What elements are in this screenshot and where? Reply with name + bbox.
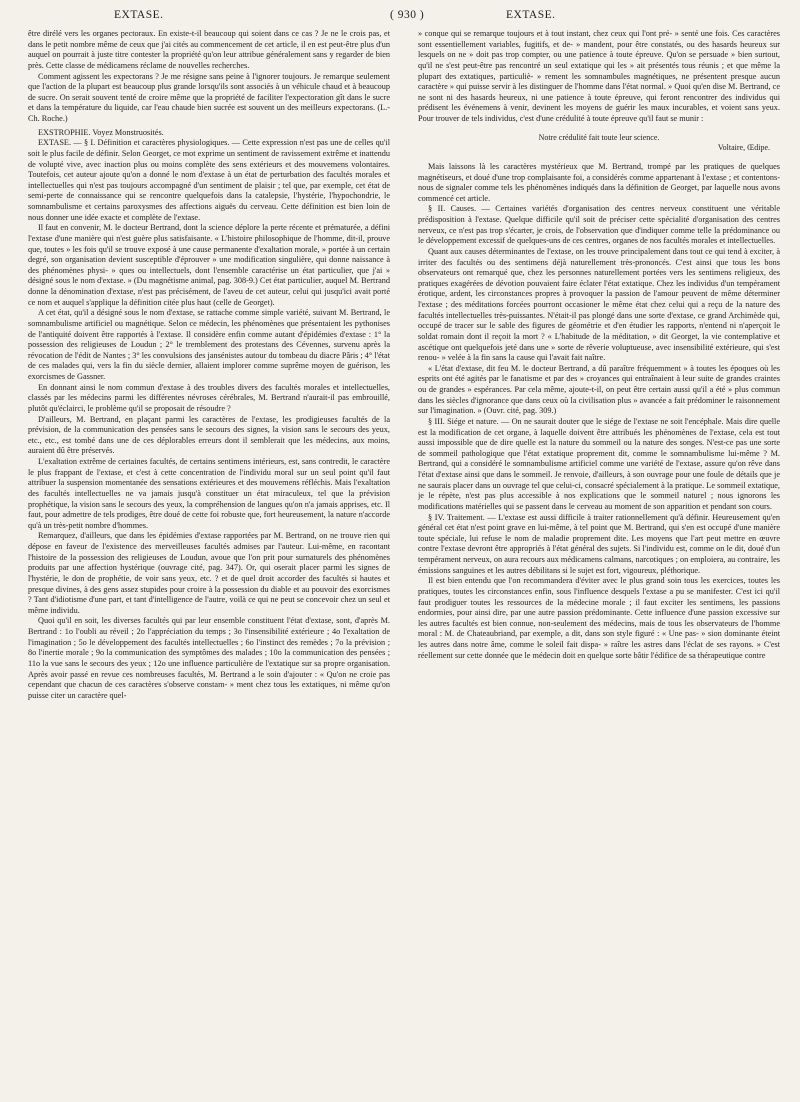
running-header: [28, 9, 780, 23]
paragraph: Il faut en convenir, M. le docteur Bertrand, dont la science déplore la perte récente et prématurée, a défini l'extase d'une manière qui n'est guère plus satisfaisante. « L'histoire philosophique de l'homme, dit-il, prouve que, toutes » les fois qu'il se trouve exposé à une cause permanente d'exaltation morale, » portée à un certain degré, son organisation devient susceptible d'éprouver » une modification singulière, qui donne naissance à des phénomènes physi- » ques ou intellectuels, dont l'ensemble caractérise un état particulier, que j'ai » désigné sous le nom d'extase. » (Du magnétisme animal, pag. 308-9.) Cet état particulier, auquel M. Bertrand donne la dénomination d'extase, n'est pas précisément, de l'aveu de cet auteur, celui qui jusqu'ici avait porté ce nom et auquel s'applique la définition citée plus haut (celle de Georget).: [28, 223, 390, 307]
paragraph: Comment agissent les expectorans ? Je me résigne sans peine à l'ignorer toujours. Je remarque seulement que l'action de la plupart est beaucoup plus grande lorsqu'ils sont associés à un véhicule chaud et à beaucoup de sucre. On serait souvent tenté de croire même que la propriété de faciliter l'expectoration gît dans le sucre et dans la température du liquide, car l'eau chaude bien sucrée est souvent un des meilleurs expectorans. (L.-Ch. Roche.): [28, 71, 390, 123]
paragraph: En donnant ainsi le nom commun d'extase à des troubles divers des facultés morales et intellectuelles, classés par les médecins parmi les différentes névroses cérébrales, M. Bertrand n'aurait-il pas embrouillé, plutôt qu'éclairci, le problème qu'il se proposait de résoudre ?: [28, 382, 390, 413]
paragraph: « L'état d'extase, dit feu M. le docteur Bertrand, a dû paraître fréquemment » à toutes les époques où les esprits ont été agités par le fanatisme et par des » croyances qui entraînaient à leur suite de grandes craintes ou de grandes » espérances. Par cela même, ajoute-t-il, on peut être certain aussi qu'il a été » plus commun dans les siècles d'ignorance que dans ceux où la civilisation plus » avancée a fait prédominer le raisonnement sur l'imagination. » (Ouvr. cité, pag. 309.): [418, 363, 780, 416]
article-heading-paragraph: EXTASE. — § I. Définition et caractères physiologiques. — Cette expression n'est pas une de celles qu'il soit le plus facile de définir. Selon Georget, ce mot exprime un sentiment de ravissement extrême et inattendu de volupté vive, avec inaction plus ou moins complète des sens extérieurs et des mouvemens volontaires. Toutefois, cet auteur ajoute qu'on a donné le nom d'extase à un état de perturbation des facultés morales et intellectuelles qui n'est pas toujours accompagné d'un sentiment de plaisir ; tel que, par exemple, cet état de semi-perte de connaissance qui se rencontre quelquefois dans la catalepsie, l'hystérie, l'hypochondrie, le somnambulisme et certains paroxysmes des affections aiguës du cerveau. Cette définition est bien loin de nous donner une idée exacte et complète de l'extase.: [28, 138, 390, 222]
paragraph: Quant aux causes déterminantes de l'extase, on les trouve principalement dans tout ce qui tend à exciter, à irriter des facultés ou des sentimens déjà naturellement très-prononcés. C'est ainsi que tous les bons observateurs ont remarqué que, chez les personnes naturellement portées vers les sentimens religieux, des pratiques exagérées de dévotion pouvaient faire éclater l'état extatique. Chez les individus d'un tempérament érotique, ardent, les circonstances propres à provoquer la passion de l'amour peuvent de même déterminer l'extase ; des méditations forcées pourront occasioner le même état chez celui qui a reçu de la nature des facultés intellectuelles très-puissantes. N'était-il pas plongé dans une sorte d'extase, ce grand Archimède qui, occupé de tracer sur le sable des figures de géométrie et d'en étudier les rapports, n'entend ni n'aperçoit le soldat romain dont il reçoit la mort ? « L'habitude de la méditation, » dit Georget, la vie contemplative et ascétique ont quelquefois jeté dans une » sorte de rêverie voluptueuse, avec insensibilité extérieure, qui s'est renou- » velée à la fin sans la cause qui l'avait fait naître.: [418, 246, 780, 363]
quotation-attribution: Voltaire, Œdipe.: [717, 143, 770, 153]
verse-quotation: Notre crédulité fait toute leur science.: [538, 132, 660, 142]
paragraph: Il est bien entendu que l'on recommandera d'éviter avec le plus grand soin tous les exercices, toutes les pratiques, toutes les circonstances enfin, sous l'influence desquels l'extase a pu se manifester. C'est ici qu'il faut prodiguer toutes les ressources de la médecine morale ; il faut exciter les sentimens, les passions endormies, pour ainsi dire, par une autre passion prédominante. Cette influence d'une passion excessive sur les autres facultés est bien connue, non-seulement des médecins, mais de tous les observateurs de l'homme moral : M. de Chateaubriand, par exemple, a dit, dans son style figuré : « Une pas- » sion dominante éteint les autres dans notre âme, comme le soleil fait dispa- » raître les astres dans l'éclat de ses rayons. » C'est réellement sur cette donnée que le médecin doit en quelque sorte bâtir l'édifice de sa thérapeutique contre: [418, 576, 780, 660]
paragraph: D'ailleurs, M. Bertrand, en plaçant parmi les caractères de l'extase, les prodigieuses facultés de la prévision, de la communication des pensées sans le secours des signes, la vision sans le secours des yeux, etc., etc., est tombé dans une de ces déplorables erreurs dont il semblerait que les médecins, aux moins, auraient dû être préservés.: [28, 414, 390, 456]
section-paragraph: § IV. Traitement. — L'extase est aussi difficile à traiter rationnellement qu'à définir. Heureusement qu'en général cet état n'est point grave en lui-même, à tel point que M. Bertrand, qui s'en est occupé d'une manière toute spéciale, lui refuse le nom de maladie proprement dite. Les moyens que l'art peut mettre en œuvre contre l'extase devront être appropriés à l'état général des sujets. Si l'individu est, comme on le dit, doué d'un tempérament nerveux, on aura recours aux médicamens calmans, narcotiques ; on emploiera, au contraire, les émissions sanguines et les autres débilitans si le sujet est fort, vigoureux, pléthorique.: [418, 512, 780, 575]
left-column: [28, 29, 390, 1093]
paragraph: A cet état, qu'il a désigné sous le nom d'extase, se rattache comme simple variété, suivant M. Bertrand, le somnambulisme artificiel ou magnétique. Selon ce médecin, les phénomènes que présentaient les pythonises de l'antiquité doivent être rapportés à l'extase. Il considère enfin comme autant d'épidémies d'extase : 1° la possession des religieuses de Loudun ; 2° le tremblement des protestans des Cévennes, survenu après la révocation de l'édit de Nantes ; 3° les convulsions des jansénistes autour du tombeau du diacre Pâris ; 4° l'état de ces malades qui, vers la fin du siècle dernier, allaient implorer comme suprême moyen de guérison, les exorcismes de Gassner.: [28, 308, 390, 381]
paragraph: Remarquez, d'ailleurs, que dans les épidémies d'extase rapportées par M. Bertrand, on ne trouve rien qui dépose en faveur de l'existence des merveilleuses facultés admises par l'auteur. Lui-même, en racontant l'histoire de la possession des religieuses de Loudun, avoue que l'on prit pour surnaturels des phénomènes produits par une affection hystérique (ouvrage cité, pag. 347). Or, qui oserait placer parmi les signes de l'hystérie, le don de prophétie, de voir sans yeux, etc. ? et de quel droit accorder des facultés si hautes et presque divines, à des gens assez stupides pour croire à la possession du diable et au pouvoir des exorcismes ? Tant d'idiotisme d'une part, et tant d'intelligence de l'autre, voilà ce qui ne peut se concevoir chez un seul et même individu.: [28, 531, 390, 615]
running-head-right: EXTASE.: [506, 9, 556, 21]
page-number: ( 930 ): [390, 9, 425, 21]
paragraph: Quoi qu'il en soit, les diverses facultés qui par leur ensemble constituent l'état d'extase, sont, d'après M. Bertrand : 1o l'oubli au réveil ; 2o l'appréciation du temps ; 3o l'insensibilité extérieure ; 4o l'exaltation de l'imagination ; 5o le développement des facultés intellectuelles ; 6o l'instinct des remèdes ; 7o la prévision ; 8o l'inertie morale ; 9o la communication des symptômes des malades ; 10o la communication des pensées ; 11o la vue sans le secours des yeux ; 12o une influence particulière de l'extatique sur sa propre organisation. Après avoir passé en revue ces nombreuses facultés, M. Bertrand a le soin d'ajouter : « Qu'on ne croie pas cependant que chacun de ces caractères s'observe constam- » ment chez tous les extatiques, ni même qu'on puisse citer un caractère quel-: [28, 616, 390, 700]
cross-reference-entry: EXSTROPHIE. Voyez Monstruosités.: [38, 127, 164, 137]
paragraph: L'exaltation extrême de certaines facultés, de certains sentimens intérieurs, est, sans contredit, le caractère le plus frappant de l'extase, et c'est à cette concentration de l'individu moral sur un seul point qu'il faut attribuer la suspension momentanée des sensations extérieures et des mouvemens réfléchis. Mais l'exaltation des facultés intellectuelles ne va jamais jusqu'à constituer un état miraculeux, tel que la prévision prophétique, la vision sans le secours des yeux, la compréhension de langues qu'on n'a jamais apprises, etc. Il faut, pour admettre de tels prodiges, être doué de cette foi robuste que, fort heureusement, la nature n'accorde qu'à un très-petit nombre d'hommes.: [28, 457, 390, 530]
right-column: [418, 29, 780, 1093]
paragraph: Mais laissons là les caractères mystérieux que M. Bertrand, trompé par les pratiques de quelques magnétiseurs, et doué d'une trop complaisante foi, a considérés comme appartenant à l'extase ; et contentons-nous de signaler comme tels les phénomènes indiqués dans la définition de Georget, par laquelle nous avons commencé cet article.: [418, 161, 780, 203]
section-paragraph: § III. Siége et nature. — On ne saurait douter que le siége de l'extase ne soit l'encéphale. Mais dire quelle est la modification de cet organe, à laquelle doivent être attribués les phénomènes de l'extase, cela est tout aussi impossible que de dire quelle est la nature du sommeil ou la nature des songes. N'est-ce pas une sorte de sommeil pathologique que l'état extatique proprement dit, comme le somnambulisme lui-même ? M. Bertrand, qui a considéré le somnambulisme artificiel comme une variété de l'extase, assure qu'on rêve dans l'état d'extase ainsi que dans le sommeil. Je renvoie, d'ailleurs, à son ouvrage pour une foule de détails que je ne saurais placer dans un ouvrage tel que celui-ci, consacré spécialement à la pratique. Le sommeil extatique, je le répète, n'est pas plus accessible à nos explications que le sommeil naturel ; nous ignorons les modifications matérielles qui se passent dans le cerveau au moment de son apparition et pendant son cours.: [418, 416, 780, 511]
running-head-left: EXTASE.: [114, 9, 164, 21]
paragraph: » conque qui se remarque toujours et à tout instant, chez ceux qui l'ont pré- » senté une fois. Ces caractères sont essentiellement variables, fugitifs, et de- » mandent, pour être constatés, ou des hasards heureux sur lesquels on ne » doit pas trop compter, ou une patience à toute épreuve. Qu'on se persuade » bien surtout, qu'il ne s'est peut-être pas rencontré un seul extatique qui les » ait présentés tous réunis ; et que même la plupart des extatiques, particuliè- » rement les somnambules magnétiques, ne présentent presque aucun caractère » qui puisse servir à les distinguer de l'homme dans l'état normal. » Quoi qu'en dise M. Bertrand, ce ne sont ni des hasards heureux, ni une patience à toute épreuve, qui feront rencontrer des individus qui prédisent les événemens à venir, devinent les moyens de guérir les maux incurables, et voient sans yeux. Pour trouver de tels individus, c'est d'une crédulité à toute épreuve qu'il faut se munir :: [418, 29, 780, 123]
paragraph: être dirélé vers les organes pectoraux. En existe-t-il beaucoup qui soient dans ce cas ? Je ne le crois pas, et dans le petit nombre même de ceux que j'ai cités au commencement de cet article, il en est peut-être plus d'un auquel on pourrait à juste titre contester la propriété qu'on leur attribue généralement sans y regarder de bien près. Cette classe de médicamens réclame de nouvelles recherches.: [28, 29, 390, 70]
section-paragraph: § II. Causes. — Certaines variétés d'organisation des centres nerveux constituent une véritable prédisposition à l'extase. Quelque difficile qu'il soit de préciser cette spécialité d'organisation des centres nerveux, ce n'est pas trop s'écarter, je crois, de l'observation que d'indiquer comme telle la prédominance ou le développement excessif de quelques-uns de ces centres, organes de nos facultés morales et intellectuelles.: [418, 204, 780, 246]
